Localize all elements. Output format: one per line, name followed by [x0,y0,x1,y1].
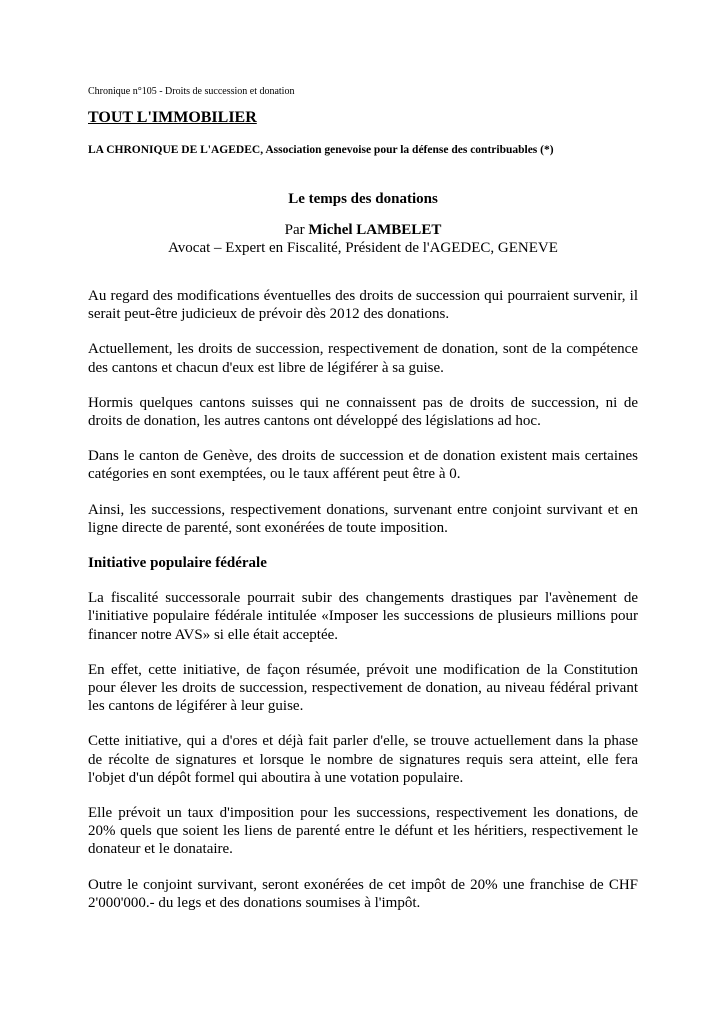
header-note: Chronique n°105 - Droits de succession et donation [88,86,295,97]
author-role: Avocat – Expert en Fiscalité, Président de l'AGEDEC, GENEVE [168,240,558,256]
paragraph: Dans le canton de Genève, des droits de succession et de donation existent mais certaines catégories en sont exemptées, ou le taux afférent peut être à 0. [88,448,638,483]
author-line [88,221,638,240]
paragraph: Cette initiative, qui a d'ores et déjà fait parler d'elle, se trouve actuellement dans la phase de récolte de signatures et lorsque le nombre de signatures requis sera atteint, elle fera l'objet d'un dépôt formel qui aboutira à une votation populaire. [88,733,638,786]
paragraph: Ainsi, les successions, respectivement donations, survenant entre conjoint survivant et en ligne directe de parenté, sont exonérées de toute imposition. [88,501,638,536]
paragraph: Au regard des modifications éventuelles des droits de succession qui pourraient survenir, il serait peut-être judicieux de prévoir dès 2012 des donations. [88,288,638,323]
author-prefix: Par [284,222,309,238]
paragraph: Outre le conjoint survivant, seront exonérées de cet impôt de 20% une franchise de CHF 2'000'000.- du legs et des donations soumises à l'impôt. [88,876,638,911]
paragraph: En effet, cette initiative, de façon résumée, prévoit une modification de la Constitution pour élever les droits de succession, respectivement de donation, au niveau fédéral privant les cantons de légiférer à leur guise. [88,661,638,715]
paragraph: Actuellement, les droits de succession, respectivement de donation, sont de la compétence des cantons et chacun d'eux est libre de légiférer à sa guise. [88,341,638,376]
paragraph: Elle prévoit un taux d'imposition pour les successions, respectivement les donations, de 20% quels que soient les liens de parenté entre le défunt et les héritiers, respectivement le donateur et le donataire. [88,805,638,858]
article-body [88,287,638,929]
author-name: Michel LAMBELET [308,222,442,238]
paragraph: La fiscalité successorale pourrait subir des changements drastiques par l'avènement de l'initiative populaire fédérale intitulée «Imposer les successions de plusieurs millions pour financer notre AVS» si elle était acceptée. [88,590,638,643]
chronicle-line: LA CHRONIQUE DE L'AGEDEC, Association genevoise pour la défense des contribuables (*) [88,144,554,156]
section-heading: Initiative populaire fédérale [88,555,267,572]
paragraph: Hormis quelques cantons suisses qui ne connaissent pas de droits de succession, ni de droits de donation, les autres cantons ont développé des législations ad hoc. [88,394,638,430]
main-title: TOUT L'IMMOBILIER [88,109,257,126]
article-title: Le temps des donations [288,191,438,207]
